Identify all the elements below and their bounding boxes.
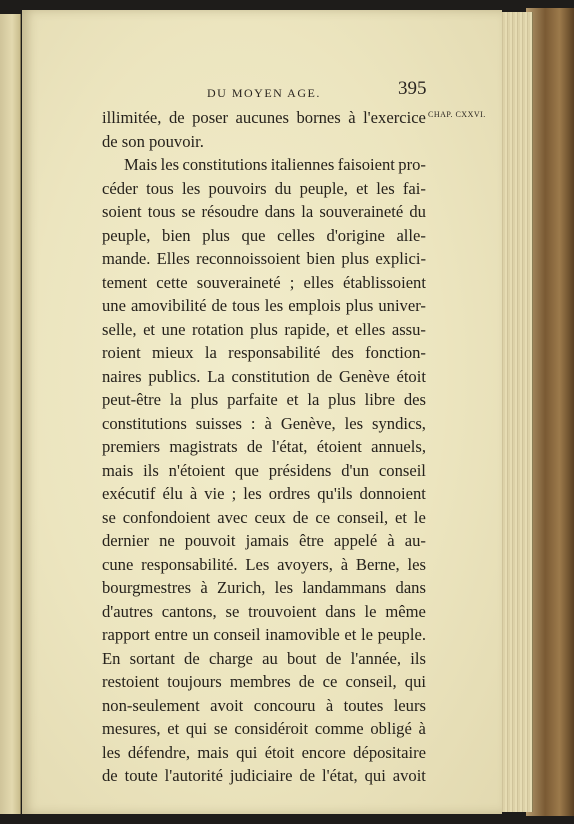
text-line: de son pouvoir. (102, 131, 204, 151)
facing-page-edge (0, 14, 21, 814)
text-line: En sortant de charge au bout de l'année, ils (102, 648, 426, 668)
text-line: une amovibilité de tous les emplois plus univer- (102, 296, 426, 315)
text-line: mande. Elles reconnoissoient bien plus explici- (102, 249, 426, 268)
book-cover-edge (526, 8, 574, 816)
text-line: constitutions suisses : à Genève, les syndics, (102, 413, 426, 433)
text-line: rapport entre un conseil inamovible et le peuple. (102, 625, 426, 644)
running-head: DU MOYEN AGE. (207, 86, 321, 100)
page-number: 395 (398, 78, 427, 99)
text-line: roient mieux la responsabilité des fonction- (102, 343, 426, 362)
text-line: se confondoient avec ceux de ce conseil, et le (102, 507, 426, 527)
body-text (102, 106, 426, 788)
text-line: de toute l'autorité judiciaire de l'état, qui avoit (102, 766, 426, 785)
text-line: selle, et une rotation plus rapide, et elles assu- (102, 319, 426, 339)
book-page (22, 10, 502, 814)
text-line: cune responsabilité. Les avoyers, à Berne, les (102, 554, 426, 574)
text-line: mesures, et qui se considéroit comme obligé à (102, 719, 426, 738)
text-line: tement cette souveraineté ; elles établissoient (102, 272, 426, 292)
text-line: naires publics. La constitution de Genève étoit (102, 366, 426, 386)
text-line: peut-être la plus parfaite et la plus libre des (102, 390, 426, 409)
text-line: d'autres cantons, se trouvoient dans le même (102, 601, 426, 621)
text-line: exécutif élu à vie ; les ordres qu'ils donnoient (102, 484, 426, 503)
text-line: les défendre, mais qui étoit encore dépositaire (102, 742, 426, 762)
text-line: soient tous se résoudre dans la souveraineté du (102, 202, 426, 221)
text-line: céder tous les pouvoirs du peuple, et les fai- (102, 178, 426, 198)
text-line: restoient toujours membres de ce conseil, qui (102, 672, 426, 691)
chapter-margin-note: CHAP. CXXVI. (428, 110, 486, 119)
text-line: peuple, bien plus que celles d'origine alle- (102, 225, 426, 245)
text-line: non-seulement avoit concouru à toutes leurs (102, 695, 426, 715)
page-header (182, 74, 432, 104)
text-line: illimitée, de poser aucunes bornes à l'exercice (102, 108, 426, 127)
text-line: premiers magistrats de l'état, étoient annuels, (102, 437, 426, 456)
text-line: Mais les constitutions italiennes faisoient pro- (124, 155, 426, 174)
text-line: dernier ne pouvoit jamais être appelé à au- (102, 531, 426, 550)
text-line: mais ils n'étoient que présidens d'un conseil (102, 460, 426, 480)
text-line: bourgmestres à Zurich, les landammans dans (102, 578, 426, 597)
